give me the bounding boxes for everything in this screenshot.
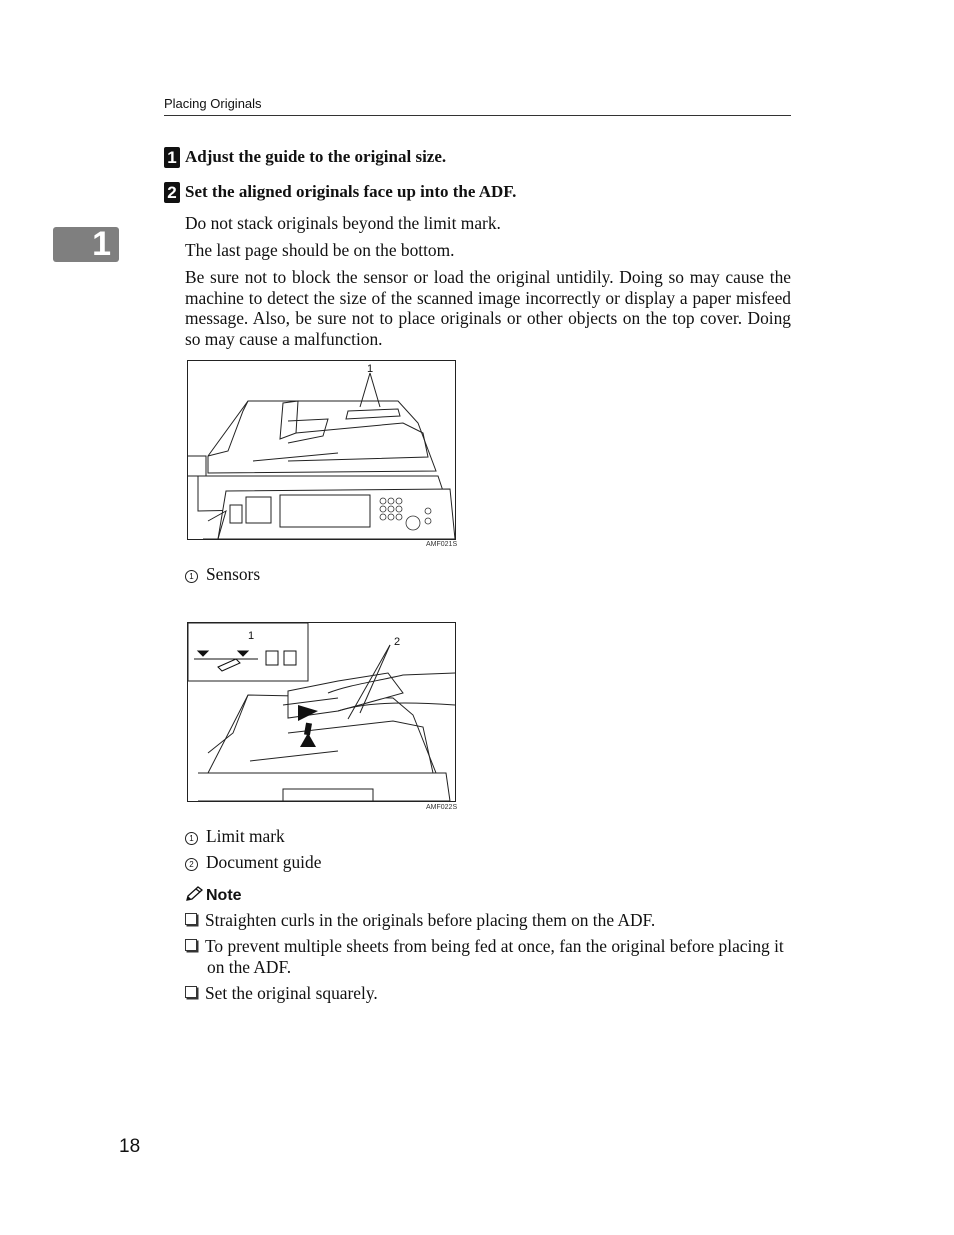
paragraph-last-page: The last page should be on the bottom. xyxy=(185,240,455,260)
page-number: 18 xyxy=(119,1136,141,1157)
note-item: To prevent multiple sheets from being fed at once, fan the original before placing it on the ADF. xyxy=(185,936,791,978)
note-item: Straighten curls in the originals before placing them on the ADF. xyxy=(185,910,791,931)
figure1-callout: 1 xyxy=(367,363,374,375)
step-number-1: 1 xyxy=(164,147,180,168)
note-item: Set the original squarely. xyxy=(185,983,791,1004)
paragraph-caution: Be sure not to block the sensor or load the original untidily. Doing so may cause the machine to detect the size of the scanned image incorrectly or display a paper misfeed message. Also, be sure not to place originals or other objects on the top cover. Doing so may cause a malfunction. xyxy=(185,267,791,349)
figure2-callout-1: 1 xyxy=(248,630,255,642)
step-2 xyxy=(164,182,516,204)
caption-number: 1 xyxy=(185,570,198,583)
figure2-callout-2: 2 xyxy=(394,636,401,648)
caption-number: 2 xyxy=(185,858,198,871)
figure2-code: AMF022S xyxy=(426,804,458,811)
caption-text: Document guide xyxy=(206,852,322,872)
running-header: Placing Originals xyxy=(164,96,791,116)
caption-sensors xyxy=(185,564,260,585)
copier-adf-illustration xyxy=(188,361,455,539)
chapter-tab: 1 xyxy=(53,227,119,262)
caption-text: Sensors xyxy=(206,564,261,584)
caption-limit-mark xyxy=(185,826,285,847)
figure-adf-sensors xyxy=(187,360,456,540)
figure1-code: AMF021S xyxy=(426,541,458,548)
pencil-icon xyxy=(185,886,203,907)
caption-text: Limit mark xyxy=(206,826,285,846)
step-1 xyxy=(164,147,446,169)
step-number-2: 2 xyxy=(164,182,180,203)
note-heading xyxy=(185,886,242,907)
note-title: Note xyxy=(206,887,242,904)
caption-number: 1 xyxy=(185,832,198,845)
step-1-text: Adjust the guide to the original size. xyxy=(185,147,447,166)
adf-loading-illustration xyxy=(188,623,455,801)
figure-limit-mark xyxy=(187,622,456,802)
step-2-text: Set the aligned originals face up into the ADF. xyxy=(185,182,517,201)
paragraph-limit-mark: Do not stack originals beyond the limit mark. xyxy=(185,213,501,233)
checkbox-bullet-icon xyxy=(185,986,197,998)
checkbox-bullet-icon xyxy=(185,939,197,951)
checkbox-bullet-icon xyxy=(185,913,197,925)
caption-document-guide xyxy=(185,852,321,873)
